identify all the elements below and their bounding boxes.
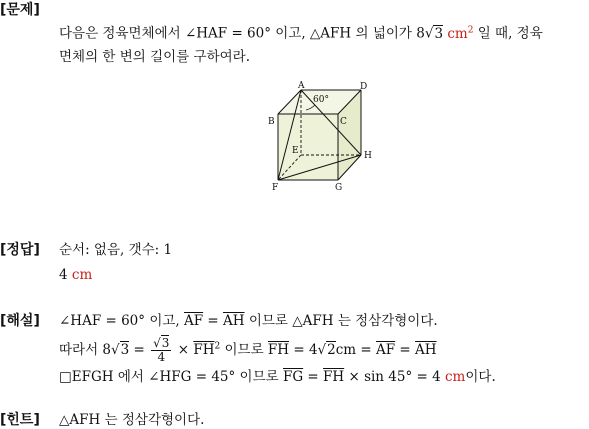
explanation-line-3: □EFGH 에서 ∠HFG = 45° 이므로 $\overline{FG} = \overline{FH} \times \sin 45^\circ = 4$ cm이다.	[59, 369, 496, 385]
explanation-label: [해설]	[0, 313, 40, 329]
angle-label: 60°	[313, 95, 329, 105]
fraction: $\frac{√3}{4}$	[153, 336, 170, 364]
vertex-F: F	[272, 183, 279, 193]
cube-figure	[258, 80, 398, 196]
problem-line-2: 면체의 한 변의 길이를 구하여라.	[59, 49, 250, 65]
explanation-line-2: 따라서 8√3 = $\frac{√3}{4}$ × $\overline{FH}^2$ 이므로 $\overline{FH} = 4√2cm = \overline{AF} = \overline{AH}$	[59, 336, 437, 364]
problem-line-1: 다음은 정육면체에서 ∠HAF = 60° 이고, △AFH 의 넓이가 8√3 $cm^2$ 일 때, 정육	[59, 25, 543, 42]
explanation-line-1: ∠HAF = 60° 이고, $\overline{AF} = \overline{AH}$ 이므로 △AFH 는 정삼각형이다.	[59, 313, 438, 329]
answer-label: [정답]	[0, 242, 40, 258]
vertex-E: E	[292, 146, 299, 156]
vertex-H: H	[364, 151, 372, 161]
problem-label: [문제]	[0, 2, 40, 18]
vertex-B: B	[268, 117, 275, 127]
unit-cm: $cm^2$	[447, 25, 474, 42]
vertex-G: G	[335, 183, 343, 193]
answer-value: 4 cm	[59, 267, 93, 283]
answer-meta: 순서: 없음, 갯수: 1	[59, 242, 173, 258]
vertex-A: A	[298, 81, 305, 91]
hint-label: [힌트]	[0, 412, 40, 428]
hint-text: △AFH 는 정삼각형이다.	[59, 412, 205, 428]
vertex-C: C	[340, 117, 347, 127]
vertex-D: D	[360, 82, 368, 92]
